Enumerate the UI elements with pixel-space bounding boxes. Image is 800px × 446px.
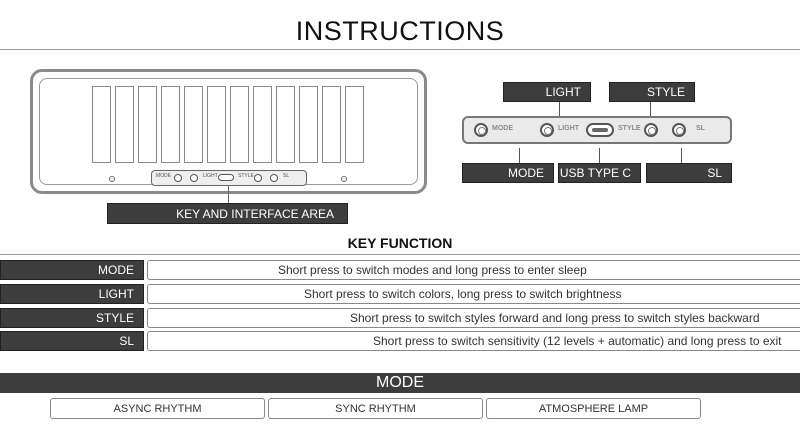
strip-label-sl: SL bbox=[696, 125, 705, 132]
mini-usb-port-icon bbox=[218, 174, 234, 181]
mode-atmosphere-lamp: ATMOSPHERE LAMP bbox=[486, 398, 701, 419]
callout-style: STYLE bbox=[609, 82, 695, 102]
key-name: LIGHT bbox=[0, 284, 144, 304]
device-illustration bbox=[30, 69, 427, 194]
callout-sl: SL bbox=[646, 163, 732, 183]
key-name: STYLE bbox=[0, 308, 144, 328]
key-function-row-light bbox=[0, 284, 800, 304]
mini-label-mode: MODE bbox=[156, 173, 171, 179]
mode-sync-rhythm: SYNC RHYTHM bbox=[268, 398, 483, 419]
mini-label-light: LIGHT bbox=[203, 173, 218, 179]
key-strip-detail bbox=[462, 116, 732, 144]
key-function-row-style bbox=[0, 308, 800, 328]
light-panel-bar bbox=[138, 86, 157, 163]
key-function-row-mode bbox=[0, 260, 800, 280]
strip-label-light: LIGHT bbox=[558, 125, 579, 132]
mode-button-icon bbox=[474, 123, 488, 137]
light-panel-bar bbox=[184, 86, 203, 163]
style-button-icon bbox=[644, 123, 658, 137]
light-panel-bar bbox=[276, 86, 295, 163]
light-panel-bar bbox=[207, 86, 226, 163]
light-panel-bar bbox=[253, 86, 272, 163]
mini-style-button-icon bbox=[254, 174, 262, 182]
key-function-divider bbox=[0, 254, 800, 255]
mini-label-style: STYLE bbox=[238, 173, 254, 179]
callout-usb-type-c: USB TYPE C bbox=[558, 163, 641, 183]
connector-sl bbox=[681, 148, 682, 163]
key-description: Short press to switch sensitivity (12 levels + automatic) and long press to exit bbox=[147, 331, 800, 351]
light-panel-bar bbox=[161, 86, 180, 163]
callout-light: LIGHT bbox=[503, 82, 591, 102]
callout-mode: MODE bbox=[462, 163, 554, 183]
light-panel-bar bbox=[299, 86, 318, 163]
title-divider bbox=[0, 49, 800, 50]
connector-light bbox=[559, 102, 560, 116]
key-name: SL bbox=[0, 331, 144, 351]
mode-section-title: MODE bbox=[0, 373, 800, 393]
light-button-icon bbox=[540, 123, 554, 137]
connector-style bbox=[650, 102, 651, 116]
device-right-dot bbox=[341, 176, 347, 182]
key-name: MODE bbox=[0, 260, 144, 280]
device-left-dot bbox=[109, 176, 115, 182]
key-description: Short press to switch styles forward and long press to switch styles backward bbox=[147, 308, 800, 328]
mini-label-sl: SL bbox=[283, 173, 290, 179]
key-area-connector bbox=[228, 186, 229, 203]
usb-type-c-port-icon bbox=[586, 123, 614, 137]
key-description: Short press to switch modes and long press to enter sleep bbox=[147, 260, 800, 280]
key-function-row-sl bbox=[0, 331, 800, 351]
mini-sl-button-icon bbox=[270, 174, 278, 182]
light-panel-bar bbox=[92, 86, 111, 163]
mode-async-rhythm: ASYNC RHYTHM bbox=[50, 398, 265, 419]
mini-key-strip bbox=[151, 170, 307, 186]
key-description: Short press to switch colors, long press to switch brightness bbox=[147, 284, 800, 304]
light-panel-bar bbox=[230, 86, 249, 163]
key-function-title: KEY FUNCTION bbox=[347, 235, 453, 251]
light-panel-bar bbox=[345, 86, 364, 163]
sl-button-icon bbox=[672, 123, 686, 137]
key-area-label: KEY AND INTERFACE AREA bbox=[107, 203, 348, 224]
connector-mode bbox=[519, 148, 520, 163]
strip-label-style: STYLE bbox=[618, 125, 641, 132]
light-panel-bar bbox=[115, 86, 134, 163]
mini-light-button-icon bbox=[190, 174, 198, 182]
page-title: INSTRUCTIONS bbox=[295, 16, 505, 46]
mini-mode-button-icon bbox=[174, 174, 182, 182]
strip-label-mode: MODE bbox=[492, 125, 513, 132]
light-panel-bar bbox=[322, 86, 341, 163]
connector-usb bbox=[599, 148, 600, 163]
